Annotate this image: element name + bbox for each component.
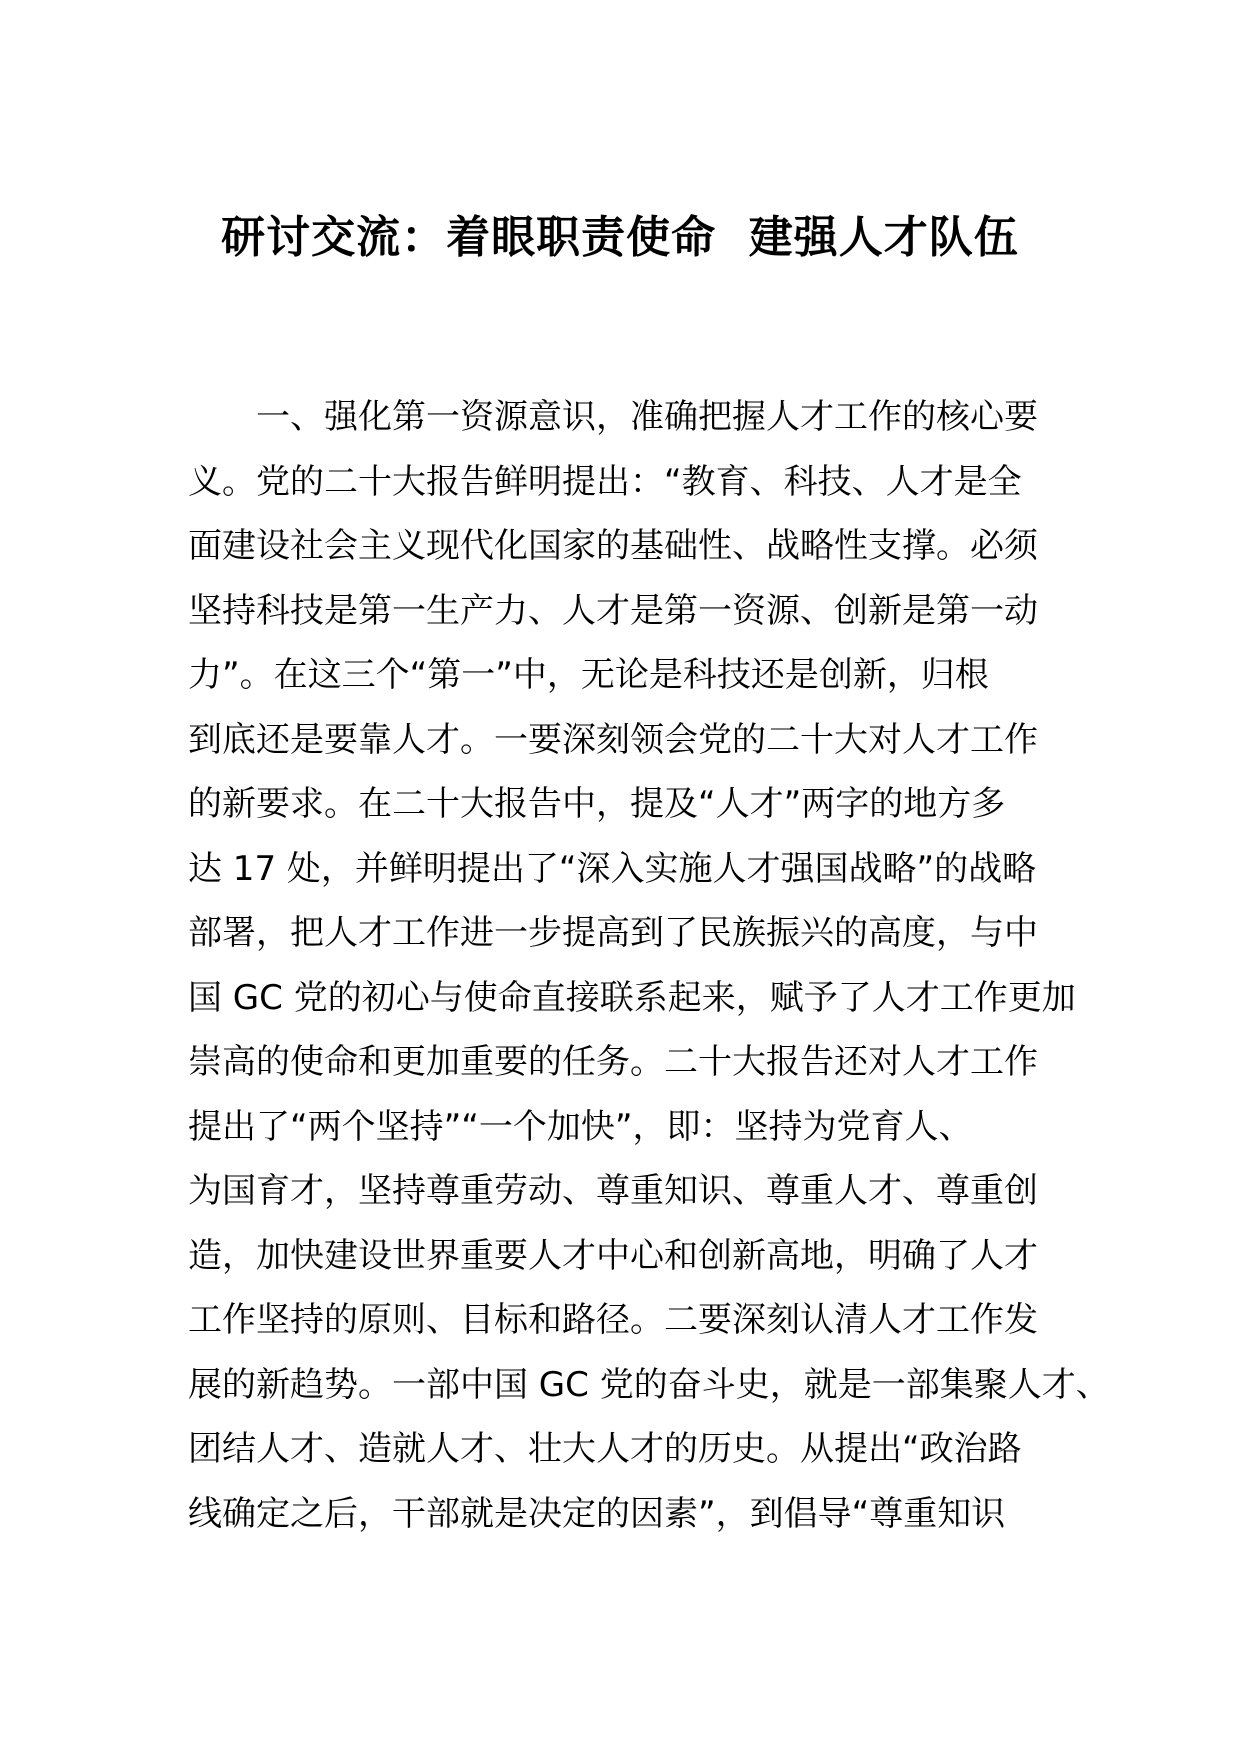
text-line: 的新要求。在二十大报告中，提及“人才”两字的地方多 <box>188 784 1006 824</box>
text-line: 造，加快建设世界重要人才中心和创新高地，明确了人才 <box>188 1235 1038 1276</box>
text-line: 义。党的二十大报告鲜明提出：“教育、科技、人才是全 <box>188 461 1022 502</box>
text-line: 到底还是要靠人才。一要深刻领会党的二十大对人才工作 <box>188 719 1038 760</box>
text-line: 线确定之后，干部就是决定的因素”，到倡导“尊重知识 <box>188 1493 1006 1534</box>
text-line: 力”。在这三个“第一”中，无论是科技还是创新，归根 <box>188 655 989 695</box>
text-line: 展的新趋势。一部中国 GC 党的奋斗史，就是一部集聚人才、 <box>188 1364 1110 1405</box>
text-line: 面建设社会主义现代化国家的基础性、战略性支撑。必须 <box>188 526 1038 566</box>
text-line: 国 GC 党的初心与使命直接联系起来，赋予了人才工作更加 <box>188 977 1076 1018</box>
text-line: 为国育才，坚持尊重劳动、尊重知识、尊重人才、尊重创 <box>188 1171 1038 1211</box>
text-line: 一、强化第一资源意识，准确把握人才工作的核心要 <box>256 397 1038 437</box>
body-paragraph <box>188 385 1110 1546</box>
text-line: 达 17 处，并鲜明提出了“深入实施人才强国战略”的战略 <box>188 848 1037 889</box>
text-line: 部署，把人才工作进一步提高到了民族振兴的高度，与中 <box>188 913 1038 953</box>
text-line: 提出了“两个坚持”“一个加快”，即：坚持为党育人、 <box>188 1106 973 1147</box>
text-line: 团结人才、造就人才、壮大人才的历史。从提出“政治路 <box>188 1429 1022 1469</box>
text-line: 工作坚持的原则、目标和路径。二要深刻认清人才工作发 <box>188 1300 1038 1340</box>
text-line: 坚持科技是第一生产力、人才是第一资源、创新是第一动 <box>188 590 1038 631</box>
text-line: 崇高的使命和更加重要的任务。二十大报告还对人才工作 <box>188 1042 1038 1082</box>
document-title: 研讨交流：着眼职责使命 建强人才队伍 <box>221 212 1019 263</box>
